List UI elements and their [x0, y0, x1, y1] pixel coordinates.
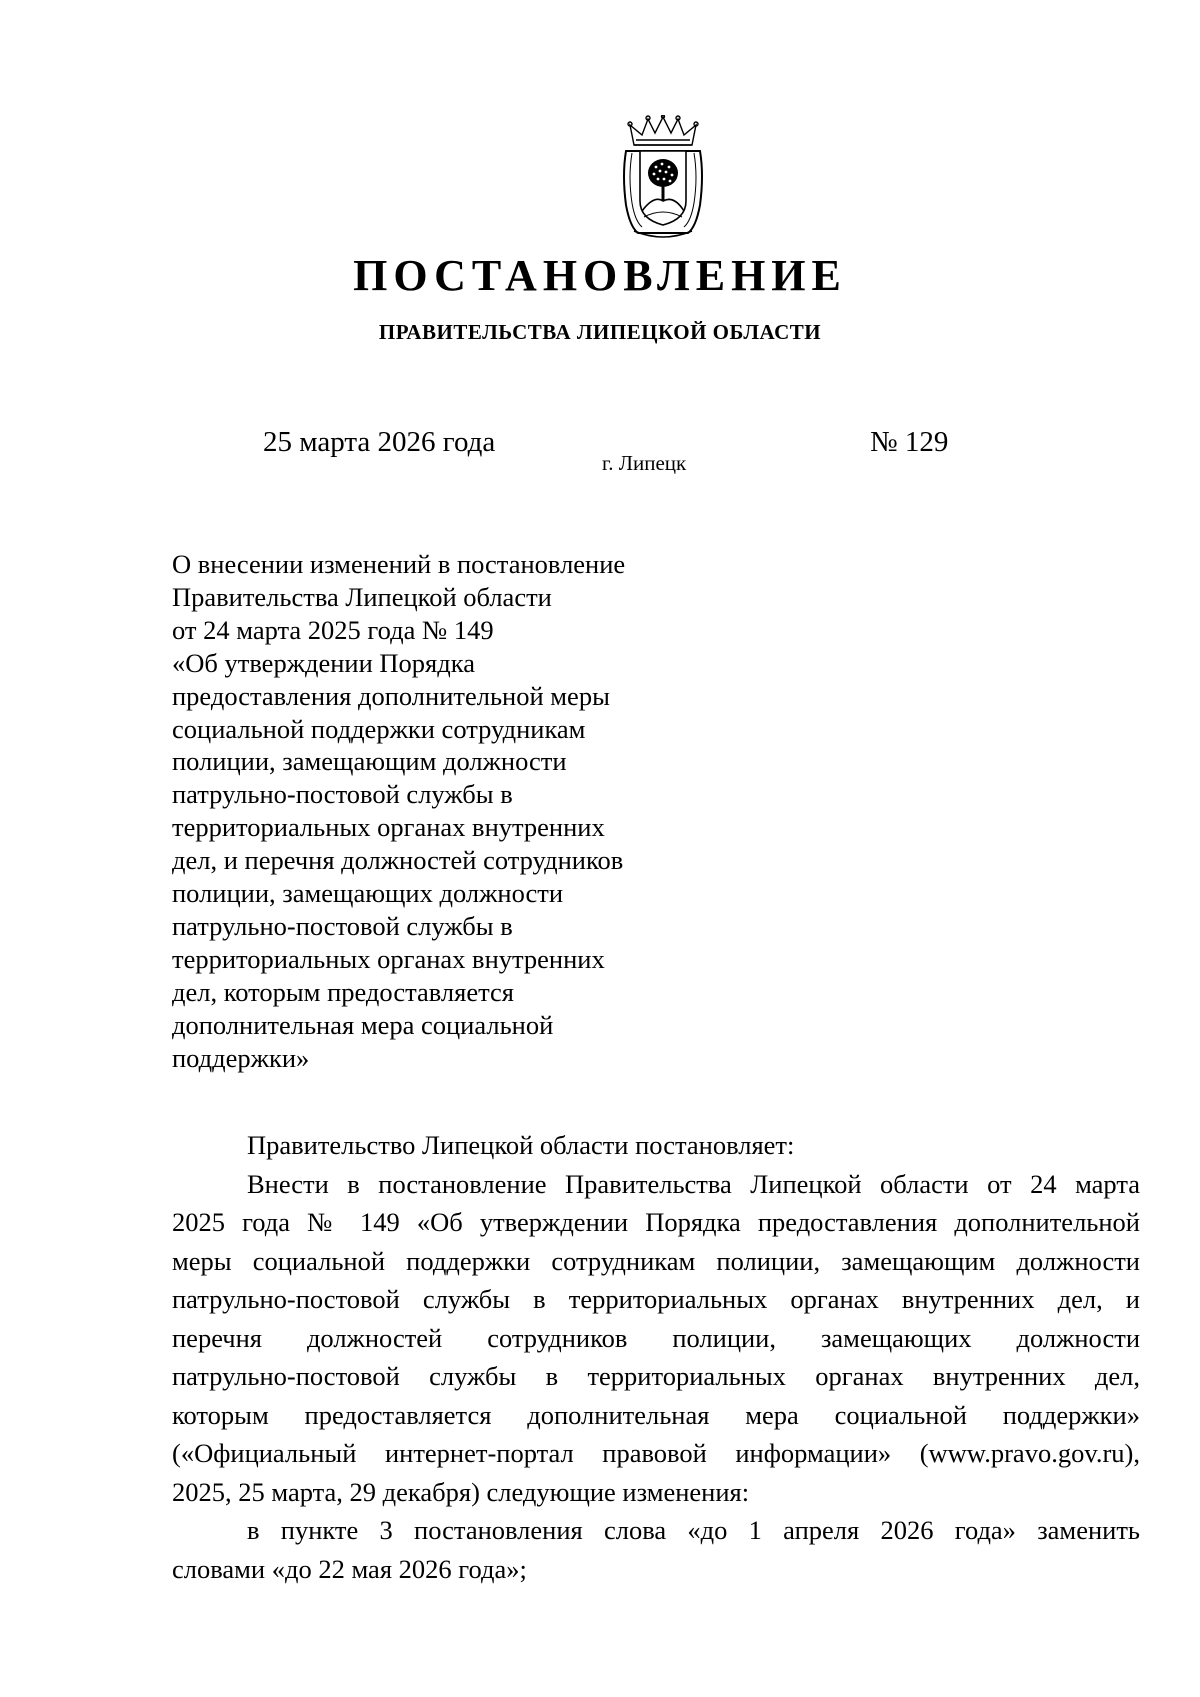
heading-line: патрульно-постовой службы в [172, 779, 513, 810]
body-line: которым предоставляется дополнительная мера социальной поддержки» [172, 1399, 1140, 1430]
body-paragraph-1 [172, 1165, 1140, 1512]
body-line: 2025, 25 марта, 29 декабря) следующие изменения: [172, 1476, 750, 1507]
body-line: («Официальный интернет-портал правовой информации» (www.pravo.gov.ru), [172, 1438, 1140, 1468]
document-date: 25 марта 2026 года [263, 426, 496, 458]
document-title: ПОСТАНОВЛЕНИЕ [353, 251, 847, 300]
body-line: 2025 года № 149 «Об утверждении Порядка предоставления дополнительной [172, 1207, 1140, 1237]
document-body [172, 1126, 1140, 1588]
heading-line: территориальных органах внутренних [172, 943, 605, 974]
document-number: № 129 [870, 426, 949, 458]
heading-line: от 24 марта 2025 года № 149 [172, 614, 494, 645]
heading-line: поддержки» [172, 1042, 310, 1073]
heading-line: «Об утверждении Порядка [172, 647, 475, 678]
document-heading [172, 548, 692, 1075]
body-line: патрульно-постовой службы в территориальных органах внутренних дел, и [172, 1284, 1140, 1314]
heading-line: дел, и перечня должностей сотрудников [172, 845, 624, 876]
body-line: патрульно-постовой службы в территориальных органах внутренних дел, [172, 1361, 1140, 1391]
body-line: словами «до 22 мая 2026 года»; [172, 1553, 527, 1584]
document-subtitle: ПРАВИТЕЛЬСТВА ЛИПЕЦКОЙ ОБЛАСТИ [378, 320, 822, 344]
heading-line: дополнительная мера социальной [172, 1009, 554, 1040]
body-line: перечня должностей сотрудников полиции, замещающих должности [172, 1322, 1140, 1353]
heading-line: социальной поддержки сотрудникам [172, 713, 586, 744]
body-intro: Правительство Липецкой области постановляет: [247, 1130, 795, 1160]
body-paragraph-2 [172, 1511, 1140, 1588]
heading-line: полиции, замещающих должности [172, 878, 564, 909]
body-line: в пункте 3 постановления слова «до 1 апреля 2026 года» заменить [247, 1515, 1140, 1545]
document-city: г. Липецк [602, 451, 687, 475]
heading-line: Правительства Липецкой области [172, 581, 552, 612]
body-line: меры социальной поддержки сотрудникам полиции, замещающим должности [172, 1245, 1140, 1276]
heading-line: дел, которым предоставляется [172, 976, 514, 1007]
heading-line: предоставления дополнительной меры [172, 680, 610, 711]
coat-of-arms-icon [620, 115, 706, 243]
heading-line: территориальных органах внутренних [172, 812, 605, 843]
body-line: Внести в постановление Правительства Липецкой области от 24 марта [247, 1168, 1140, 1199]
heading-line: патрульно-постовой службы в [172, 910, 513, 941]
heading-line: полиции, замещающим должности [172, 746, 567, 777]
heading-line: О внесении изменений в постановление [172, 549, 626, 579]
